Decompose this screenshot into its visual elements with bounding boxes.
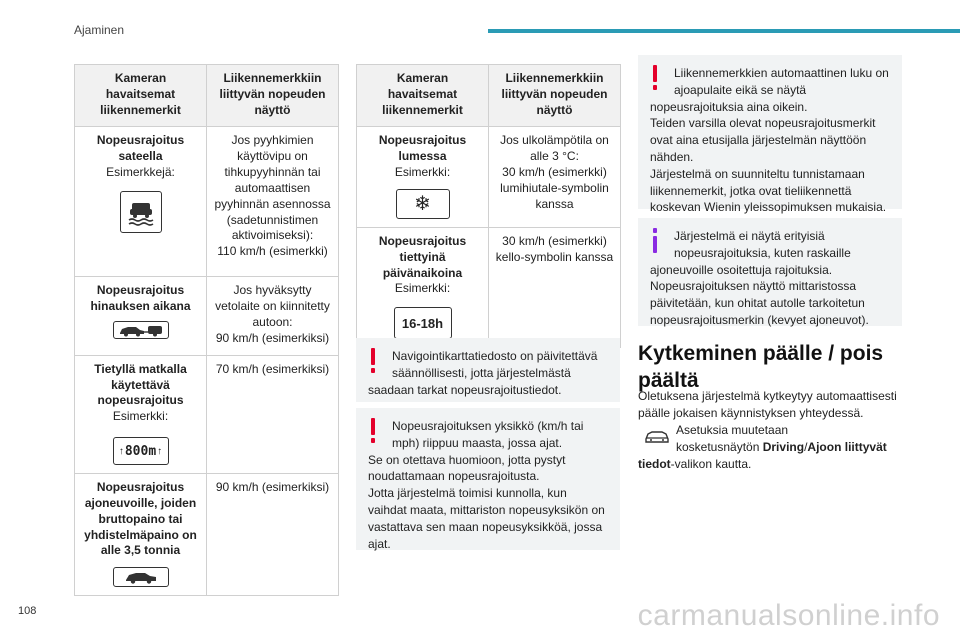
warning-note-navigation [356, 338, 620, 402]
note-text: Järjestelmä ei näytä erityisiä [674, 229, 825, 243]
note-text: ajoapulaite eikä se näytä [674, 82, 807, 97]
row-sub: Esimerkkejä: [106, 165, 175, 180]
warning-icon [650, 65, 660, 91]
row-title: Tietyllä matkalla käytettävä nopeusrajoitus [94, 361, 187, 408]
distance-sign-text: 800m [124, 443, 157, 459]
warning-icon [368, 348, 378, 374]
warning-note-speed-unit [356, 408, 620, 550]
table-header: Liikennemerkkiin liittyvän nopeuden näyttö [207, 65, 339, 127]
settings-text: Asetuksia muutetaan [676, 423, 789, 437]
note-text: Nopeusrajoituksen näyttö mittaristossa [650, 279, 857, 294]
note-text: ajat. [368, 536, 391, 551]
settings-text-line3 [638, 456, 913, 473]
note-text: nähden. [650, 149, 694, 164]
info-note-special-limits [638, 218, 902, 326]
note-text: nopeusrajoituksia, kuten raskaille [674, 245, 851, 260]
header-accent-bar [488, 29, 960, 33]
note-text: nopeusrajoituksia aina oikein. [650, 99, 808, 114]
row-sub: Esimerkki: [112, 409, 169, 424]
menu-name-ajoon: Ajoon liittyvät [807, 439, 887, 454]
table-row [75, 474, 339, 596]
table-row [75, 127, 339, 277]
note-text: ovat aina etusijalla järjestelmän näyttöön [650, 133, 867, 148]
row-sub: Esimerkki: [394, 281, 451, 296]
row-title: Nopeusrajoitus tiettyinä päivänaikoina [378, 233, 467, 280]
row-value: Jos hyväksytty vetolaite on kiinnitetty autoon: [215, 283, 330, 330]
row-value: 30 km/h (esimerkki) kello-symbolin kanssa [495, 233, 614, 264]
menu-name-tiedot: tiedot [638, 456, 671, 471]
watermark: carmanualsonline.info [637, 599, 940, 633]
settings-text: kosketusnäytön [676, 439, 763, 454]
time-sign-text: 16-18h [401, 315, 444, 331]
section-paragraph: Oletuksena järjestelmä kytkeytyy automaattisesti päälle jokaisen käynnistyksen yhteydessä. [638, 389, 897, 420]
note-text: liikennemerkit, jotka ovat tieliikennettä [650, 183, 852, 198]
row-title: Nopeusrajoitus sateella [96, 133, 185, 164]
row-value: 110 km/h (esimerkki) [217, 244, 328, 259]
row-sub: Esimerkki: [394, 165, 451, 180]
row-value: 90 km/h (esimerkiksi) [215, 480, 330, 495]
note-text: Järjestelmä on suunniteltu tunnistamaan [650, 166, 865, 181]
note-text: säännöllisesti, jotta järjestelmästä [392, 365, 571, 380]
note-text: Se on otettava huomioon, jotta pystyt [368, 452, 566, 467]
note-text: koskevan Wienin yleissopimuksen mukaisia. [650, 200, 887, 215]
car-trailer-icon [113, 321, 169, 339]
note-text: Teiden varsilla olevat nopeusrajoitusmerkit [650, 116, 876, 131]
table-row [75, 355, 339, 473]
note-text: nopeusrajoitusmerkin (kevyet ajoneuvot). [650, 312, 869, 327]
note-text: Liikennemerkkien automaattinen luku on [674, 66, 889, 80]
note-text: mph) riippuu maasta, jossa ajat. [392, 435, 563, 450]
note-text: ajoneuvoille osoitettuja rajoituksia. [650, 262, 833, 277]
warning-icon [368, 418, 378, 444]
row-value: Jos pyyhkimien käyttövipu on tihkupyyhinnän tai automaattisen pyyhinnän asennossa (sadetunnistimen aktivoimiseksi): [214, 133, 331, 243]
row-value: 30 km/h (esimerkki) lumihiutale-symbolin kanssa [500, 165, 609, 211]
car-icon [113, 567, 169, 587]
settings-text: -valikon kautta. [670, 456, 752, 471]
row-value: Jos ulkolämpötila on alle 3 °C: [500, 133, 609, 164]
menu-name-driving: Driving [762, 439, 805, 454]
note-text: saadaan tarkat nopeusrajoitustiedot. [368, 382, 562, 397]
table-row [75, 277, 339, 355]
section-heading-line2: päältä [638, 369, 699, 393]
note-text: vastattava sen maan nopeusyksikköä, jossa [368, 519, 603, 534]
table-row [357, 227, 621, 347]
note-text: noudattamaan nopeusrajoitusta. [368, 469, 540, 484]
table-header: Kameran havaitsemat liikennemerkit [357, 65, 489, 127]
section-paragraph-settings [638, 422, 913, 472]
note-text: vaihdat maata, mittariston nopeusyksikön on [368, 502, 605, 517]
row-title: Nopeusrajoitus ajoneuvoille, joiden bruttopaino tai yhdistelmäpaino on alle 3,5 tonnia [84, 480, 197, 558]
speed-sign-table-1 [74, 64, 339, 596]
table-header: Liikennemerkkiin liittyvän nopeuden näyttö [489, 65, 621, 127]
info-icon [650, 228, 660, 254]
snowflake-icon: ❄ [396, 189, 450, 219]
settings-text-line2 [638, 439, 913, 456]
speed-sign-table-2 [356, 64, 621, 348]
note-text: päivitetään, kun ohitat autolle tarkoitetun [650, 296, 865, 311]
distance-sign-icon: ↑ 800m ↑ [113, 437, 169, 465]
row-value: 90 km/h (esimerkiksi) [215, 330, 330, 345]
rain-road-sign-icon [120, 191, 162, 233]
warning-note-automatic-reading [638, 55, 902, 215]
table-header: Kameran havaitsemat liikennemerkit [75, 65, 207, 127]
table-row [357, 127, 621, 227]
section-heading [638, 340, 918, 395]
time-sign-icon [394, 307, 452, 339]
page-number: 108 [18, 605, 37, 617]
note-text: Navigointikarttatiedosto on päivitettävä [392, 349, 598, 363]
header-title: Ajaminen [74, 23, 125, 37]
row-value: 70 km/h (esimerkiksi) [215, 361, 330, 376]
settings-slash: / [804, 439, 808, 454]
row-title: Nopeusrajoitus hinauksen aikana [90, 283, 191, 314]
row-title: Nopeusrajoitus lumessa [378, 133, 467, 164]
car-icon [642, 426, 672, 446]
section-heading-line1: Kytkeminen päälle / pois [638, 342, 884, 365]
note-text: Nopeusrajoituksen yksikkö (km/h tai [392, 419, 584, 433]
note-text: Jotta järjestelmä toimisi kunnolla, kun [368, 486, 567, 501]
